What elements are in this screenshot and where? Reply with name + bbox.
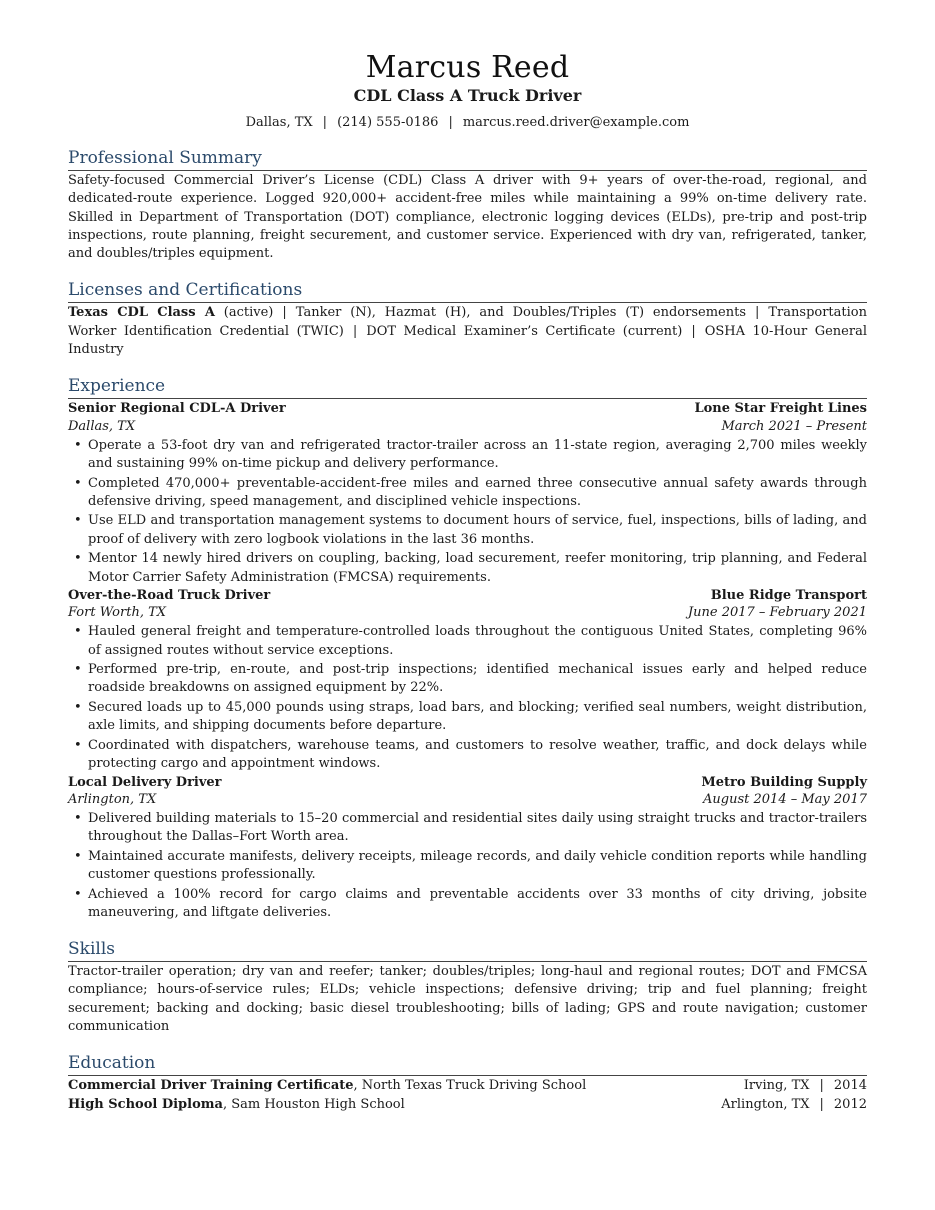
education-section: [68, 1053, 867, 1114]
section-heading: Experience: [68, 376, 867, 399]
education-left: [68, 1096, 405, 1114]
list-item: [68, 661, 867, 698]
license-primary: Texas CDL Class A: [68, 305, 215, 321]
bullet-text: Achieved a 100% record for cargo claims and preventable accidents over 33 months of city driving, jobsite maneuvering, and liftgate deliveries.: [88, 886, 867, 920]
job-company: Metro Building Supply: [701, 774, 867, 790]
job-entry: [68, 400, 867, 587]
job-company: Lone Star Freight Lines: [694, 401, 867, 417]
job-header: [68, 587, 867, 605]
job-subheader: [68, 791, 867, 809]
job-header: [68, 774, 867, 792]
license-separator: |: [282, 305, 287, 321]
education-school: , Sam Houston High School: [222, 1096, 405, 1112]
license-separator: |: [755, 305, 760, 321]
job-bullets: [68, 810, 867, 922]
license-primary-status: (active): [214, 305, 274, 321]
license-item: Tanker (N), Hazmat (H), and Doubles/Triples (T) endorsements: [295, 305, 746, 321]
job-company: Blue Ridge Transport: [710, 587, 867, 603]
bullet-icon: •: [74, 475, 82, 491]
experience-section: [68, 376, 867, 922]
job-role: Senior Regional CDL-A Driver: [68, 401, 286, 417]
job-role: Local Delivery Driver: [68, 774, 222, 790]
candidate-title: CDL Class A Truck Driver: [353, 86, 582, 105]
bullet-text: Completed 470,000+ preventable-accident-free miles and earned three consecutive annual safety awards through defensive driving, speed management, and disciplined vehicle inspections.: [88, 475, 867, 509]
education-year: 2014: [833, 1078, 867, 1094]
license-separator: |: [352, 323, 358, 339]
bullet-text: Secured loads up to 45,000 pounds using straps, load bars, and blocking; verified seal numbers, weight distribution, axle limits, and shipping documents before departure.: [88, 700, 867, 734]
section-heading: Licenses and Certifications: [68, 280, 867, 303]
education-entry: [68, 1077, 867, 1095]
bullet-text: Coordinated with dispatchers, warehouse teams, and customers to resolve weather, traffic, and dock delays while protecting cargo and appointment windows.: [88, 737, 867, 772]
bullet-text: Operate a 53-foot dry van and refrigerated tractor-trailer across an 11-state region, averaging 2,700 miles weekly and sustaining 99% on-time pickup and delivery performance.: [88, 437, 867, 471]
bullet-icon: •: [74, 551, 82, 567]
summary-text: Safety-focused Commercial Driver’s License (CDL) Class A driver with 9+ years of over-the-road, regional, and dedicated-route experience. Logged 920,000+ accident-free miles while maintaining a 99% on-time delivery rate. Skilled in Department of Transportation (DOT) compliance, electronic logging devices (ELDs), pre-trip and post-trip inspections, route planning, freight securement, and customer service. Experienced with dry van, refrigerated, tanker, and doubles/triples equipment.: [68, 173, 867, 262]
list-item: [68, 437, 867, 474]
skills-text: Tractor-trailer operation; dry van and reefer; tanker; doubles/triples; long-haul and regional routes; DOT and FMCSA compliance; hours-of-service rules; ELDs; vehicle inspections; defensive driving; trip and fuel planning; freight securement; backing and docking; basic diesel troubleshooting; bills of lading; GPS and route navigation; customer communication: [68, 964, 867, 1035]
section-heading: Education: [68, 1053, 867, 1076]
education-right: [721, 1096, 867, 1114]
bullet-text: Use ELD and transportation management systems to document hours of service, fuel, inspections, bills of lading, and proof of delivery with zero logbook violations in the last 36 months.: [88, 513, 867, 547]
bullet-text: Performed pre-trip, en-route, and post-trip inspections; identified mechanical issues early and helped reduce roadside breakdowns on assigned equipment by 22%.: [88, 662, 867, 696]
bullet-text: Mentor 14 newly hired drivers on coupling, backing, load securement, reefer monitoring, trip planning, and Federal Motor Carrier Safety Administration (FMCSA) requirements.: [88, 551, 867, 585]
education-entry: [68, 1096, 867, 1114]
bullet-text: Maintained accurate manifests, delivery receipts, mileage records, and daily vehicle condition reports while handling customer questions professionally.: [88, 848, 867, 882]
candidate-name: Marcus Reed: [365, 50, 570, 85]
education-separator: |: [819, 1078, 824, 1094]
contact-location: Dallas, TX: [245, 115, 313, 130]
section-heading: Professional Summary: [68, 148, 867, 171]
education-school: , North Texas Truck Driving School: [353, 1078, 587, 1094]
job-subheader: [68, 604, 867, 622]
contact-phone[interactable]: (214) 555-0186: [337, 115, 439, 130]
education-credential: High School Diploma: [68, 1096, 223, 1112]
job-location: Arlington, TX: [68, 792, 157, 807]
education-credential: Commercial Driver Training Certificate: [68, 1078, 354, 1094]
job-header: [68, 400, 867, 418]
section-heading: Skills: [68, 939, 867, 962]
education-location: Irving, TX: [743, 1078, 810, 1094]
list-item: [68, 810, 867, 847]
skills-section: [68, 939, 867, 1036]
job-dates: June 2017 – February 2021: [687, 605, 867, 621]
license-separator: |: [691, 323, 696, 339]
contact-separator: |: [322, 115, 328, 130]
education-right: [744, 1077, 867, 1095]
bullet-icon: •: [74, 624, 82, 640]
bullet-icon: •: [74, 437, 82, 453]
job-location: Dallas, TX: [68, 418, 136, 434]
list-item: [68, 475, 867, 512]
list-item: [68, 512, 867, 549]
job-location: Fort Worth, TX: [68, 605, 167, 621]
bullet-icon: •: [74, 737, 82, 753]
job-role: Over-the-Road Truck Driver: [68, 587, 271, 603]
list-item: [68, 623, 867, 660]
list-item: [68, 699, 867, 736]
job-entry: [68, 774, 867, 923]
education-left: [68, 1077, 586, 1095]
contact-line: [68, 114, 867, 131]
bullet-icon: •: [74, 700, 82, 716]
contact-email[interactable]: marcus.reed.driver@example.com: [462, 115, 690, 130]
job-subheader: [68, 418, 867, 436]
education-separator: |: [819, 1096, 824, 1112]
bullet-text: Hauled general freight and temperature-controlled loads throughout the contiguous United States, completing 96% of assigned routes without service exceptions.: [88, 624, 867, 658]
list-item: [68, 886, 867, 923]
list-item: [68, 848, 867, 885]
job-bullets: [68, 437, 867, 587]
job-dates: March 2021 – Present: [721, 418, 867, 434]
license-item: DOT Medical Examiner’s Certificate (current): [366, 323, 683, 339]
bullet-icon: •: [74, 513, 82, 529]
license-item: Transportation Worker Identification Credential (TWIC): [68, 305, 867, 339]
bullet-text: Delivered building materials to 15–20 commercial and residential sites daily using straight trucks and tractor-trailers throughout the Dallas–Fort Worth area.: [88, 810, 867, 845]
licenses-text: [68, 304, 867, 359]
bullet-icon: •: [74, 810, 82, 826]
job-entry: [68, 587, 867, 774]
list-item: [68, 737, 867, 774]
resume-header: [68, 50, 867, 131]
resume-content: [68, 50, 867, 1114]
job-dates: August 2014 – May 2017: [703, 792, 867, 807]
bullet-icon: •: [74, 848, 82, 864]
licenses-section: [68, 280, 867, 359]
education-location: Arlington, TX: [721, 1096, 810, 1112]
bullet-icon: •: [74, 662, 82, 678]
education-year: 2012: [833, 1096, 867, 1112]
summary-section: [68, 148, 867, 263]
bullet-icon: •: [74, 886, 82, 902]
job-bullets: [68, 623, 867, 773]
list-item: [68, 550, 867, 587]
license-item: OSHA 10-Hour General Industry: [68, 323, 867, 358]
contact-separator: |: [448, 115, 453, 130]
